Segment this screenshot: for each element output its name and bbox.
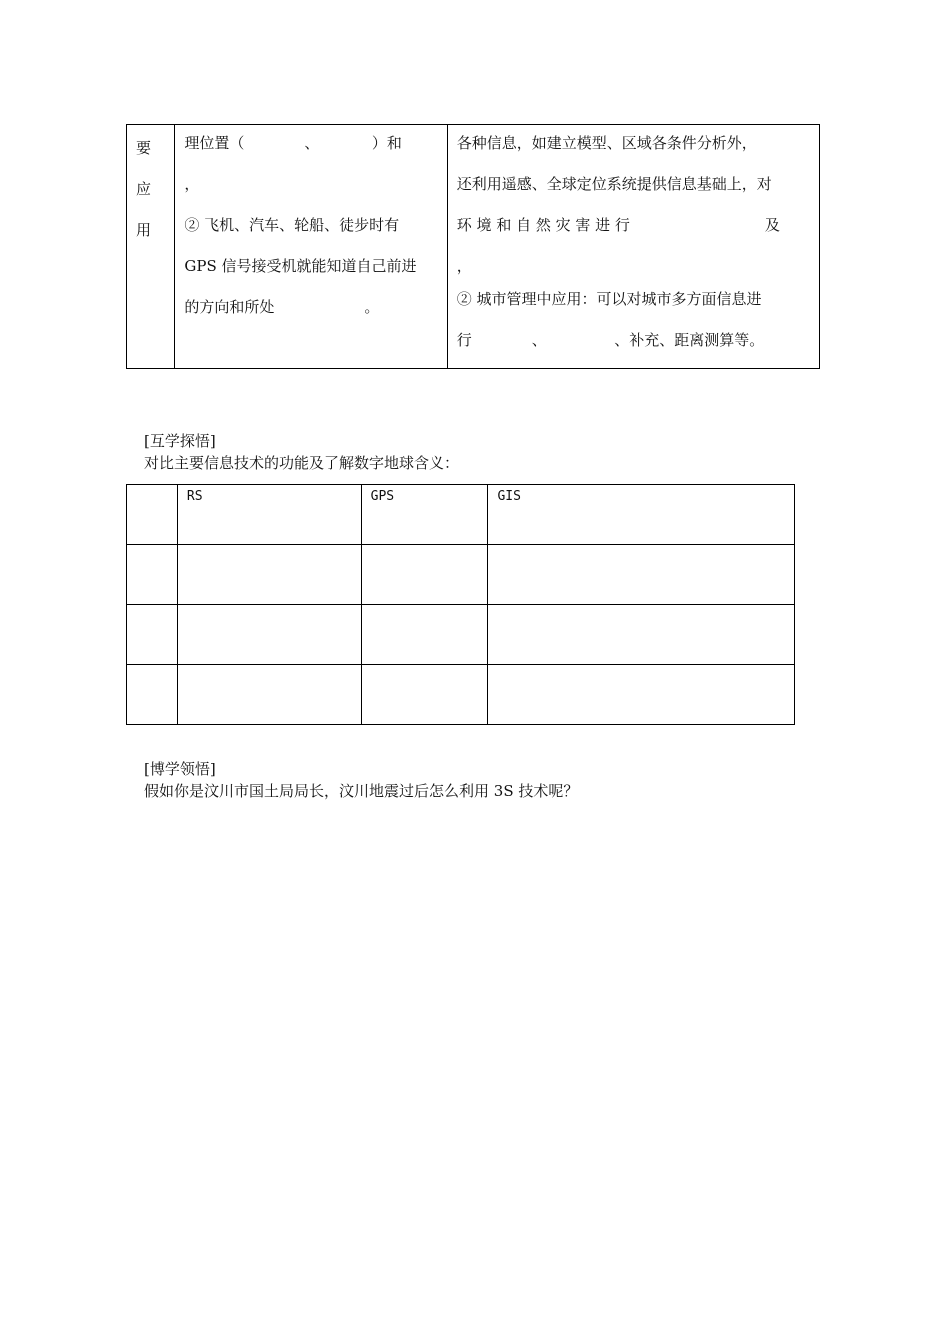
table-cell[interactable] [361, 605, 488, 665]
gis-application-cell [447, 125, 819, 369]
table-cell[interactable] [488, 545, 795, 605]
text-line: 还利用遥感、全球定位系统提供信息基础上，对 [456, 175, 772, 193]
header-cell-gps: GPS [361, 485, 488, 545]
table-cell[interactable] [177, 665, 361, 725]
section-heading-broad-learning: [博学领悟] [144, 760, 216, 778]
text-line: 各种信息，如建立模型、区域各条件分析外， [456, 134, 757, 152]
table-cell[interactable] [488, 605, 795, 665]
text-line: ， [184, 175, 200, 193]
table-cell[interactable] [127, 545, 178, 605]
row-label-char: 应 [136, 180, 152, 198]
table-cell[interactable] [177, 605, 361, 665]
table-row [127, 545, 795, 605]
text-line: 的方向和所处 。 [184, 298, 380, 316]
section-instruction: 对比主要信息技术的功能及了解数字地球含义： [144, 454, 460, 472]
text-line: 理位置（ 、 ）和 [184, 134, 402, 152]
text-line: ② 城市管理中应用：可以对城市多方面信息进 [456, 290, 762, 308]
table-cell[interactable] [177, 545, 361, 605]
row-label-cell [127, 125, 175, 369]
section-question: 假如你是汶川市国土局局长，汶川地震过后怎么利用 3S 技术呢？ [144, 782, 579, 800]
text-line: 行 、 、补充、距离测算等。 [456, 331, 765, 349]
comparison-table [126, 484, 795, 725]
text-line: ， [456, 257, 472, 275]
table-cell[interactable] [127, 605, 178, 665]
text-line: 环 境 和 自 然 灾 害 进 行 及 [456, 216, 780, 234]
application-table [126, 124, 820, 369]
table-cell[interactable] [361, 545, 488, 605]
table-header-row [127, 485, 795, 545]
table-row [127, 605, 795, 665]
text-line: GPS 信号接受机就能知道自己前进 [184, 257, 417, 275]
header-cell-rs: RS [177, 485, 361, 545]
header-cell-gis: GIS [488, 485, 795, 545]
table-cell[interactable] [361, 665, 488, 725]
table-cell[interactable] [488, 665, 795, 725]
section-heading-mutual-learning: [互学探悟] [144, 432, 216, 450]
header-cell [127, 485, 178, 545]
table-cell[interactable] [127, 665, 178, 725]
row-label-char: 用 [136, 221, 152, 239]
gps-application-cell [175, 125, 447, 369]
table-row [127, 665, 795, 725]
text-line: ② 飞机、汽车、轮船、徒步时有 [184, 216, 400, 234]
row-label-char: 要 [136, 139, 152, 157]
